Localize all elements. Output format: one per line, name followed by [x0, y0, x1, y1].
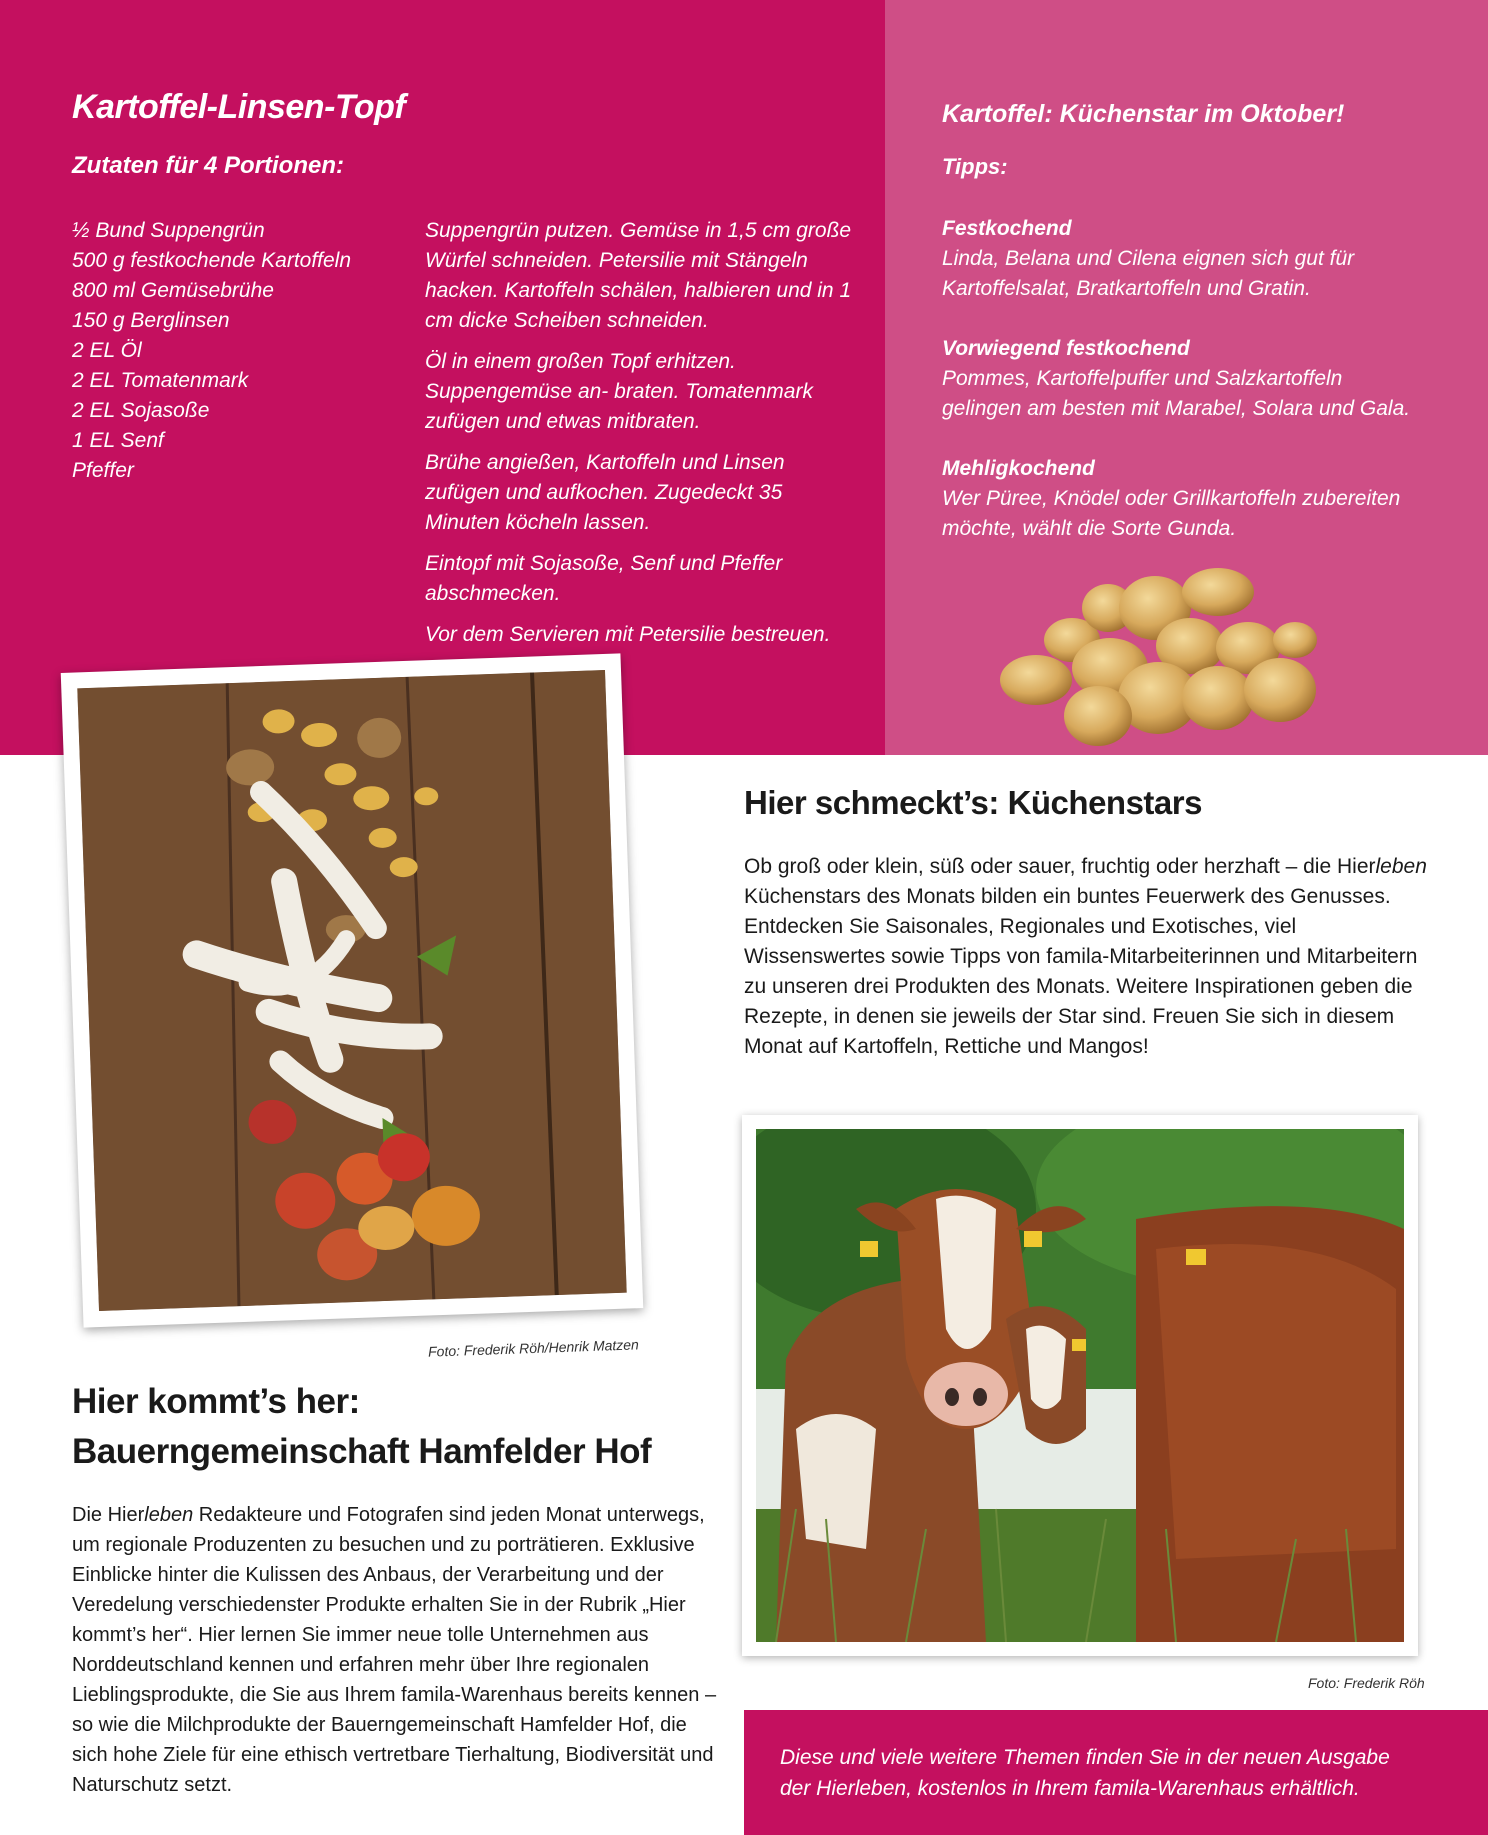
text-segment: Küchenstars des Monats bilden ein buntes Feuerwerk des Genusses. Entdecken Sie Saisonales, Regionales und Exotisches, viel Wissenswertes sowie Tipps von famila-Mitarbeiterinnen und Mitarbeitern zu unseren drei Produkten des Monats. Weitere Inspirationen geben die Rezepte, in denen sie jeweils der Star sind. Freuen Sie sich in diesem Monat auf Kartoffeln, Rettiche und Mangos! — [744, 885, 1418, 1058]
ingredient-item: 2 EL Sojasoße — [72, 399, 210, 422]
cows-photo — [742, 1115, 1418, 1656]
footer-text — [780, 1742, 1440, 1804]
tip-text: Linda, Belana und Cilena eignen sich gut für Kartoffelsalat, Bratkartoffeln und Gratin. — [942, 247, 1355, 300]
tip-heading: Festkochend — [942, 217, 1072, 240]
recipe-step: Öl in einem großen Topf erhitzen. Suppengemüse an- braten. Tomatenmark zufügen und etwas mitbraten. — [425, 350, 813, 433]
tip-festkochend — [942, 214, 1412, 304]
hierleben-italic: leben — [1375, 855, 1427, 878]
tips-title: Kartoffel: Küchenstar im Oktober! — [942, 100, 1345, 128]
kuechenstars-heading: Hier schmeckt’s: Küchenstars — [744, 784, 1202, 821]
tip-text: Pommes, Kartoffelpuffer und Salzkartoffeln gelingen am besten mit Marabel, Solara und Gala. — [942, 367, 1411, 420]
kuechenstars-text — [744, 852, 1434, 1062]
ingredient-item: ½ Bund Suppengrün — [72, 219, 265, 242]
recipe-step: Eintopf mit Sojasoße, Senf und Pfeffer abschmecken. — [425, 552, 783, 605]
photo-credit-cows: Foto: Frederik Röh — [1308, 1675, 1425, 1691]
tips-label: Tipps: — [942, 154, 1008, 179]
ingredient-item: 500 g festkochende Kartoffeln — [72, 249, 352, 272]
ingredient-item: 2 EL Tomatenmark — [72, 369, 249, 392]
vegetables-photo — [61, 653, 644, 1327]
recipe-step: Brühe angießen, Kartoffeln und Linsen zufügen und aufkochen. Zugedeckt 35 Minuten köcheln lassen. — [425, 451, 785, 534]
recipe-steps — [425, 216, 855, 661]
hierleben-italic: leben — [144, 1504, 194, 1526]
vegetables-image — [77, 670, 626, 1311]
text-segment: Die Hier — [72, 1504, 145, 1526]
recipe-step: Suppengrün putzen. Gemüse in 1,5 cm große Würfel schneiden. Petersilie mit Stängeln hacken. Kartoffeln schälen, halbieren und in 1 cm dicke Scheiben schneiden. — [425, 219, 852, 332]
photo-credit-vegetables: Foto: Frederik Röh/Henrik Matzen — [427, 1336, 640, 1360]
potatoes-image — [990, 548, 1350, 753]
tip-vorwiegend-festkochend — [942, 334, 1412, 424]
ingredient-item: 1 EL Senf — [72, 429, 164, 452]
hof-heading-line1: Hier kommt’s her: — [72, 1382, 360, 1421]
ingredient-item: 2 EL Öl — [72, 339, 142, 362]
tip-heading: Vorwiegend festkochend — [942, 337, 1190, 360]
recipe-subtitle: Zutaten für 4 Portionen: — [72, 152, 344, 179]
hof-heading-line2: Bauerngemeinschaft Hamfelder Hof — [72, 1432, 652, 1471]
recipe-title: Kartoffel-Linsen-Topf — [72, 88, 406, 126]
footer-line: der Hierleben, kostenlos in Ihrem famila-Warenhaus erhältlich. — [780, 1777, 1360, 1800]
cows-image — [756, 1129, 1404, 1642]
ingredient-item: Pfeffer — [72, 459, 134, 482]
footer-line: Diese und viele weitere Themen finden Sie in der neuen Ausgabe — [780, 1746, 1390, 1769]
hof-text — [72, 1500, 722, 1800]
ingredient-item: 150 g Berglinsen — [72, 309, 230, 332]
tip-mehligkochend — [942, 454, 1412, 544]
text-segment: Ob groß oder klein, süß oder sauer, fruchtig oder herzhaft – die Hier — [744, 855, 1376, 878]
ingredient-item: 800 ml Gemüsebrühe — [72, 279, 274, 302]
recipe-step: Vor dem Servieren mit Petersilie bestreuen. — [425, 623, 831, 646]
ingredient-list — [72, 216, 351, 486]
tip-heading: Mehligkochend — [942, 457, 1095, 480]
text-segment: Redakteure und Fotografen sind jeden Monat unterwegs, um regionale Produzenten zu besuchen und zu porträtieren. Exklusive Einblicke hinter die Kulissen des Anbaus, der Verarbeitung und der Veredelung verschiedenster Produkte erhalten Sie in der Rubrik „Hier kommt’s her“. Hier lernen Sie immer neue tolle Unternehmen aus Norddeutschland kennen und erfahren mehr über Ihre regionalen Lieblingsprodukte, die Sie aus Ihrem famila-Warenhaus bereits kennen – so wie die Milchprodukte der Bauerngemeinschaft Hamfelder Hof, die sich hohe Ziele für eine ethisch vertretbare Tierhaltung, Biodiversität und Naturschutz setzt. — [72, 1504, 717, 1796]
tip-text: Wer Püree, Knödel oder Grillkartoffeln zubereiten möchte, wählt die Sorte Gunda. — [942, 487, 1401, 540]
